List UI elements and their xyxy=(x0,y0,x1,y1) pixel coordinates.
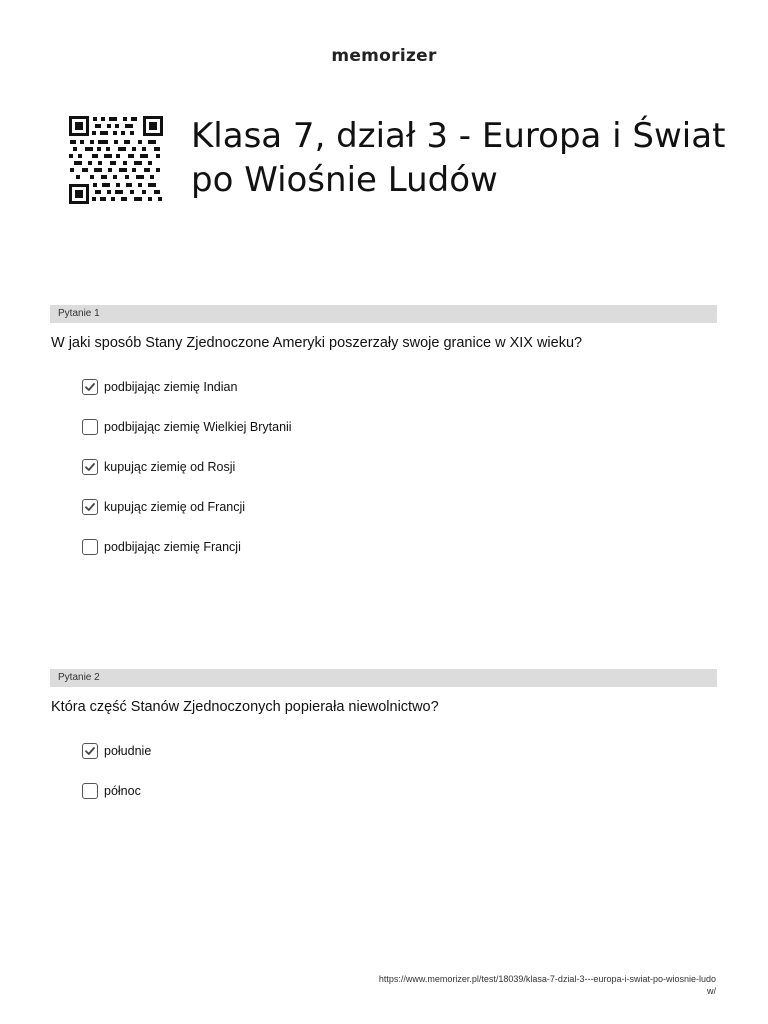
checkmark-icon xyxy=(84,745,96,757)
answer-label: północ xyxy=(104,784,141,798)
checkbox-icon[interactable] xyxy=(82,743,98,759)
checkbox-icon[interactable] xyxy=(82,539,98,555)
question-number: Pytanie 2 xyxy=(58,672,100,683)
answer-label: kupując ziemię od Rosji xyxy=(104,460,236,474)
answer-label: kupując ziemię od Francji xyxy=(104,500,246,514)
question-number: Pytanie 1 xyxy=(58,308,100,319)
checkbox-icon[interactable] xyxy=(82,379,98,395)
answer-option[interactable] xyxy=(82,377,237,397)
checkbox-icon[interactable] xyxy=(82,419,98,435)
logo-text: memorizer xyxy=(331,46,437,66)
checkbox-icon[interactable] xyxy=(82,499,98,515)
answer-option[interactable] xyxy=(82,781,141,801)
checkmark-icon xyxy=(84,501,96,513)
page-title: Klasa 7, dział 3 - Europa i Świat po Wiośnie Ludów xyxy=(191,116,726,200)
checkmark-icon xyxy=(84,381,96,393)
memorizer-logo xyxy=(0,46,768,66)
answer-label: podbijając ziemię Indian xyxy=(104,380,238,394)
qr-code-icon xyxy=(68,115,164,205)
source-url[interactable]: https://www.memorizer.pl/test/18039/klasa-7-dzial-3---europa-i-swiat-po-wiosnie-ludow/ xyxy=(378,974,716,996)
question-header-2 xyxy=(50,669,717,687)
answer-label: południe xyxy=(104,744,152,758)
checkbox-icon[interactable] xyxy=(82,459,98,475)
question-text-2: Która część Stanów Zjednoczonych popierała niewolnictwo? xyxy=(51,699,439,715)
answer-option[interactable] xyxy=(82,741,151,761)
answer-option[interactable] xyxy=(82,537,241,557)
answer-option[interactable] xyxy=(82,417,292,437)
answer-option[interactable] xyxy=(82,457,235,477)
answer-label: podbijając ziemię Wielkiej Brytanii xyxy=(104,420,292,434)
checkbox-icon[interactable] xyxy=(82,783,98,799)
question-text-1: W jaki sposób Stany Zjednoczone Ameryki poszerzały swoje granice w XIX wieku? xyxy=(51,335,583,351)
question-header-1 xyxy=(50,305,717,323)
checkmark-icon xyxy=(84,461,96,473)
answer-label: podbijając ziemię Francji xyxy=(104,540,241,554)
answer-option[interactable] xyxy=(82,497,245,517)
